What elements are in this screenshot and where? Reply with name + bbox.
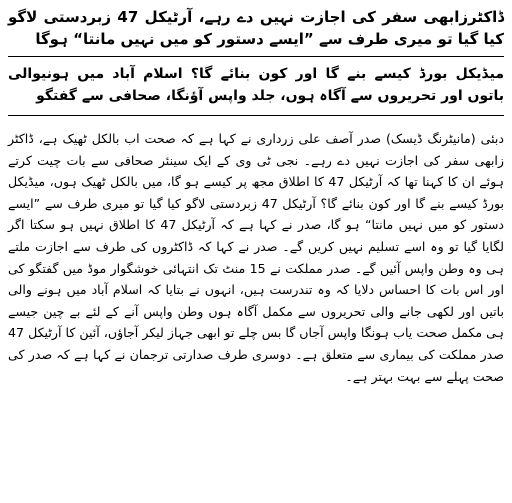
subheadline-divider bbox=[8, 115, 504, 116]
article-body: دبئی (مانیٹرنگ ڈیسک) صدر آصف علی زرداری نے کہا ہے کہ صحت اب بالکل ٹھیک ہے، ڈاکٹر زابھی سفر کی اجازت نہیں دے رہے۔ نجی ٹی وی کے ایک سینئر صحافی سے بات چیت کرتے ہوئے ان کا کہنا تھا کہ آرٹیکل 47 کا اطلاق مجھ پر کیسے ہو گا، میں بالکل ٹھیک ہوں، میڈیکل بورڈ کیسے بنے گا اور کون بنائے گا؟ آرٹیکل 47 زبردستی لاگو کیا گیا تو میری طرف سے ”ایسے دستور کو میں نہیں مانتا“ ہو گا، صدر نے کہا ہے کہ آرٹیکل 47 کا اطلاق نہیں ہو سکتا اگر لگایا گیا تو وہ اسے تسلیم نہیں کریں گے۔ صدر نے کہا کہ ڈاکٹروں کی طرف سے اجازت ملتے ہی وہ وطن واپس آئیں گے۔ صدر مملکت نے 15 منٹ تک انتہائی خوشگوار موڈ میں گفتگو کی اور اس بات کا احساس دلایا کہ وہ تندرست ہیں، انہوں نے بتایا کہ اسلام آباد میں ہونے والی باتیں اور لکھی جانے والی تحریروں سے مکمل آگاہ ہوں وطن واپس آنے کے لئے بے چین جیسے ہی مکمل صحت یاب ہونگا واپس آجاں گا بس چلے تو ابھی جہاز لیکر آجاؤں، آئین کا آرٹیکل 47 صدر مملکت کی بیماری سے متعلق ہے۔ دوسری طرف صدارتی ترجمان نے کہا ہے کہ صدر کی صحت پہلے سے بہت بہتر ہے۔ bbox=[8, 131, 504, 384]
subheadline: میڈیکل بورڈ کیسے بنے گا اور کون بنائے گا؟ اسلام آباد میں ہونیوالی باتوں اور تحریروں سے آگاہ ہوں، جلد واپس آؤنگا، صحافی سے گفتگو bbox=[8, 66, 504, 104]
headline: ڈاکٹرزابھی سفر کی اجازت نہیں دے رہے، آرٹیکل 47 زبردستی لاگو کیا گیا تو میری طرف سے ”ایسے دستور کو میں نہیں مانتا“ ہوگا bbox=[8, 8, 505, 48]
headline-divider bbox=[8, 56, 504, 57]
